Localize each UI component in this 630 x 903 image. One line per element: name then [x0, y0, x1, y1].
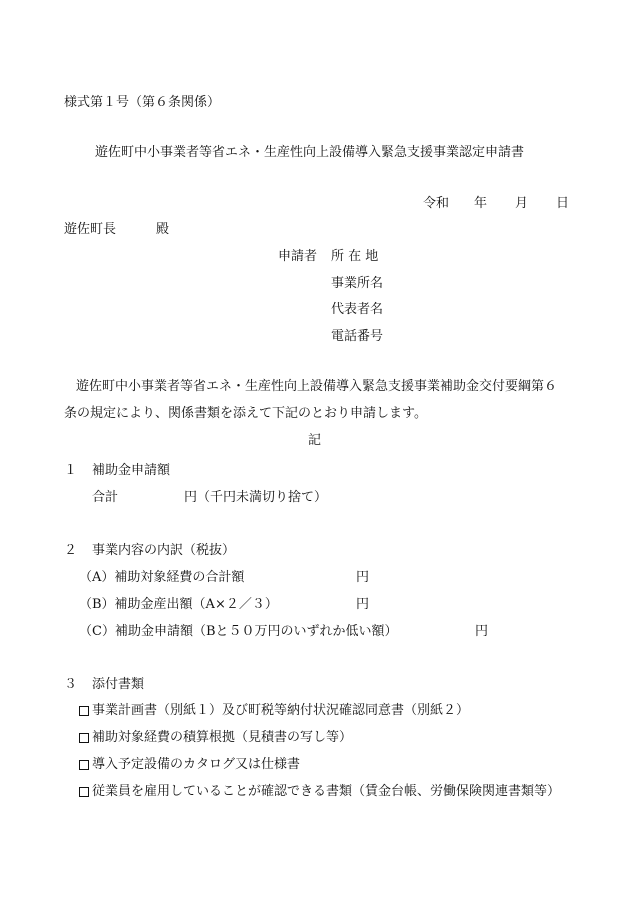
breakdown-c-label: （C）補助金申請額（Bと５０万円のいずれか低い額） [79, 624, 398, 639]
section3-number: ３ [64, 677, 78, 692]
attachment-item [79, 784, 560, 800]
checkbox-attachment-cost-basis[interactable] [79, 733, 89, 743]
ki-marker: 記 [308, 433, 322, 448]
section2-number: ２ [64, 543, 78, 558]
breakdown-b-label: （B）補助金産出額（A×２／３） [79, 597, 278, 612]
section1-number: １ [64, 463, 78, 478]
checkbox-attachment-catalog[interactable] [79, 760, 89, 770]
date-month: 月 [515, 196, 529, 211]
checkbox-attachment-business-plan[interactable] [79, 706, 89, 716]
section2-heading: 事業内容の内訳（税抜） [92, 543, 236, 558]
section1-heading: 補助金申請額 [92, 463, 171, 478]
total-unit: 円（千円未満切り捨て） [184, 490, 328, 505]
breakdown-a-unit: 円 [356, 570, 370, 585]
breakdown-a-label: （A）補助対象経費の合計額 [79, 570, 245, 585]
applicant-address-label: 所 在 地 [331, 249, 379, 264]
attachment-item [79, 730, 352, 746]
breakdown-b-unit: 円 [356, 597, 370, 612]
body-line-1: 遊佐町中小事業者等省エネ・生産性向上設備導入緊急支援事業補助金交付要綱第６ [76, 379, 558, 394]
date-day: 日 [556, 196, 570, 211]
applicant-phone-label: 電話番号 [331, 329, 384, 344]
attachment-item [79, 703, 469, 719]
checkbox-attachment-employment-proof[interactable] [79, 787, 89, 797]
attachment-label: 事業計画書（別紙１）及び町税等納付状況確認同意書（別紙２） [92, 703, 470, 718]
section3-heading: 添付書類 [92, 677, 145, 692]
breakdown-c-unit: 円 [475, 624, 489, 639]
attachment-label: 導入予定設備のカタログ又は仕様書 [92, 757, 301, 772]
date-year: 年 [474, 196, 488, 211]
applicant-label: 申請者 [278, 249, 318, 264]
date-line [423, 196, 570, 212]
total-label: 合計 [92, 490, 119, 505]
attachment-label: 補助対象経費の積算根拠（見積書の写し等） [92, 730, 353, 745]
addressee-honorific: 殿 [156, 222, 170, 237]
attachment-label: 従業員を雇用していることが確認できる書類（賃金台帳、労働保険関連書類等） [92, 784, 561, 799]
document-title: 遊佐町中小事業者等省エネ・生産性向上設備導入緊急支援事業認定申請書 [95, 145, 525, 160]
applicant-representative-label: 代表者名 [331, 302, 384, 317]
addressee-name: 遊佐町長 [64, 222, 117, 237]
applicant-office-label: 事業所名 [331, 276, 384, 291]
body-line-2: 条の規定により、関係書類を添えて下記のとおり申請します。 [64, 406, 427, 421]
date-era: 令和 [423, 196, 450, 211]
attachment-item [79, 757, 300, 773]
form-number: 様式第１号（第６条関係） [64, 95, 221, 110]
